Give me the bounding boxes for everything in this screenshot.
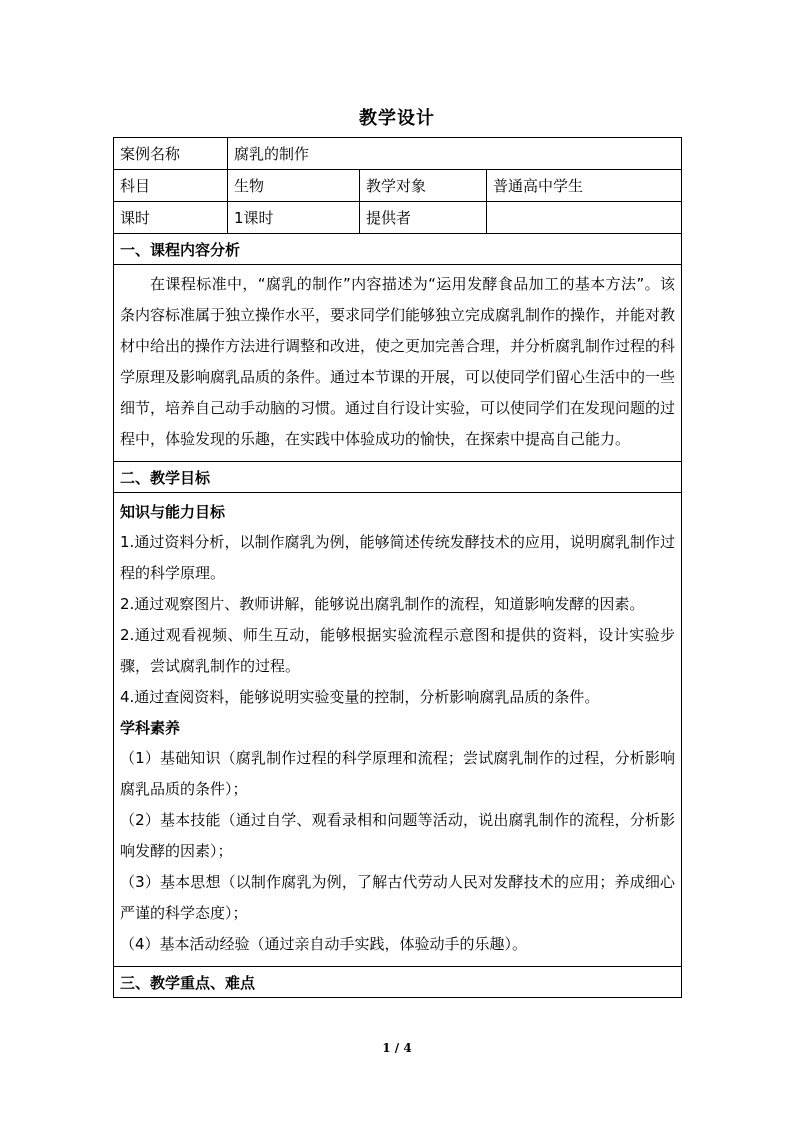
- provider-value: [487, 202, 682, 234]
- case-name-label: 案例名称: [114, 138, 228, 170]
- section3-heading: 三、教学重点、难点: [114, 967, 682, 998]
- document-title: 教学设计: [359, 108, 435, 129]
- literacy-item: （3）基本思想（以制作腐乳为例，了解古代劳动人民对发酵技术的应用；养成细心严谨的科学态度）；: [120, 873, 676, 922]
- section1-heading-row: [114, 234, 682, 265]
- literacy-item: （1）基础知识（腐乳制作过程的科学原理和流程；尝试腐乳制作的过程，分析影响腐乳品质的条件）；: [120, 749, 676, 798]
- audience-value: 普通高中学生: [487, 170, 682, 202]
- case-name-row: [114, 138, 682, 170]
- section2-heading-row: [114, 462, 682, 493]
- literacy-item: （2）基本技能（通过自学、观看录相和问题等活动，说出腐乳制作的流程，分析影响发酵的因素）；: [120, 811, 676, 860]
- subject-row: [114, 170, 682, 202]
- lesson-plan-table: [113, 137, 682, 998]
- knowledge-item: 2.通过观察图片、教师讲解，能够说出腐乳制作的流程，知道影响发酵的因素。: [120, 595, 645, 613]
- subject-label: 科目: [114, 170, 228, 202]
- course-analysis-paragraph: 在课程标准中，“腐乳的制作”内容描述为“运用发酵食品加工的基本方法”。该条内容标准属于独立操作水平，要求同学们能够独立完成腐乳制作的操作，并能对教材中给出的操作方法进行调整和改进，使之更加完善合理，并分析腐乳制作过程的科学原理及影响腐乳品质的条件。通过本节课的开展，可以使同学们留心生活中的一些细节，培养自己动手动脑的习惯。通过自行设计实验，可以使同学们在发现问题的过程中，体验发现的乐趣，在实践中体验成功的愉快，在探索中提高自己能力。: [120, 275, 676, 448]
- section3-heading-row: [114, 967, 682, 998]
- section1-content-row: [114, 265, 682, 462]
- knowledge-item: 1.通过资料分析，以制作腐乳为例，能够简述传统发酵技术的应用，说明腐乳制作过程的科学原理。: [120, 533, 676, 582]
- knowledge-item: 2.通过观看视频、师生互动，能够根据实验流程示意图和提供的资料，设计实验步骤，尝试腐乳制作的过程。: [120, 626, 676, 675]
- audience-label: 教学对象: [360, 170, 487, 202]
- literacy-item: （4）基本活动经验（通过亲自动手实践，体验动手的乐趣）。: [120, 935, 528, 953]
- page-number: 1 / 4: [382, 1041, 412, 1055]
- case-name-value: 腐乳的制作: [228, 138, 682, 170]
- knowledge-heading: 知识与能力目标: [120, 503, 226, 521]
- provider-label: 提供者: [360, 202, 487, 234]
- section2-content: [114, 493, 682, 967]
- literacy-heading: 学科素养: [120, 719, 181, 737]
- hours-label: 课时: [114, 202, 228, 234]
- section1-heading: 一、课程内容分析: [114, 234, 682, 265]
- subject-value: 生物: [228, 170, 360, 202]
- knowledge-item: 4.通过查阅资料，能够说明实验变量的控制，分析影响腐乳品质的条件。: [120, 688, 600, 706]
- section2-heading: 二、教学目标: [114, 462, 682, 493]
- hours-row: [114, 202, 682, 234]
- hours-value: 1课时: [228, 202, 360, 234]
- section2-content-row: [114, 493, 682, 967]
- section1-content: [114, 265, 682, 462]
